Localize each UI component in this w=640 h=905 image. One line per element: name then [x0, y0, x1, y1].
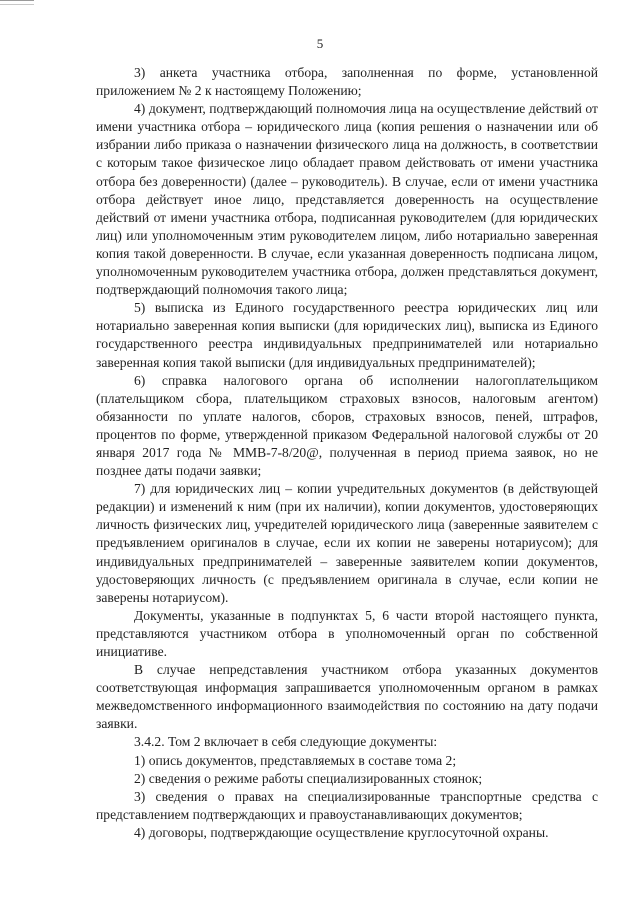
volume2-item-1: 1) опись документов, представляемых в составе тома 2;	[134, 752, 457, 768]
volume2-item-2: 2) сведения о режиме работы специализированных стоянок;	[134, 770, 483, 786]
volume2-item-4: 4) договоры, подтверждающие осуществление круглосуточной охраны.	[134, 824, 549, 840]
page-number: 5	[316, 36, 324, 51]
paragraph-item-7: 7) для юридических лиц – копии учредительных документов (в действующей редакции) и изменений к ним (при их наличии), копии документов, удостоверяющих личность физических лиц, учредителей юридического лица (заверенные заявителем с предъявлением оригиналов в случае, если их копии не заверены нотариусом); для индивидуальных предпринимателей – заверенные заявителем копии документов, удостоверяющих личность (с предъявлением оригинала в случае, если копии не заверены нотариусом).	[96, 481, 598, 605]
paragraph-item-4: 4) документ, подтверждающий полномочия лица на осуществление действий от имени участника отбора – юридического лица (копия решения о назначении или об избрании либо приказа о назначении физического лица на должность, в соответствии с которым такое физическое лицо обладает правом действовать от имени участника отбора без доверенности) (далее – руководитель). В случае, если от имени участника отбора действует иное лицо, представляется доверенность на осуществление действий от имени участника отбора, подписанная руководителем (для юридических лиц) или уполномоченным этим руководителем лицом, либо нотариально заверенная копия такой доверенности. В случае, если указанная доверенность подписана лицом, уполномоченным руководителем участника отбора, должен представляться документ, подтверждающий полномочия такого лица;	[96, 101, 598, 298]
section-heading-3-4-2: 3.4.2. Том 2 включает в себя следующие документы:	[134, 734, 438, 750]
paragraph-note-interagency: В случае непредставления участником отбора указанных документов соответствующая информация запрашивается уполномоченным органом в рамках межведомственного информационного взаимодействия по состоянию на дату подачи заявки.	[96, 662, 598, 732]
paragraph-note-own-initiative: Документы, указанные в подпунктах 5, 6 части второй настоящего пункта, представляются участником отбора в уполномоченный орган по собственной инициативе.	[96, 607, 598, 659]
paragraph-item-5: 5) выписка из Единого государственного реестра юридических лиц или нотариально заверенная копия выписки (для юридических лиц), выписка из Единого государственного реестра индивидуальных предпринимателей или нотариально заверенная копия такой выписки (для индивидуальных предпринимателей);	[96, 300, 598, 370]
paragraph-item-6: 6) справка налогового органа об исполнении налогоплательщиком (плательщиком сбора, плательщиком страховых взносов, налоговым агентом) обязанности по уплате налогов, сборов, страховых взносов, пеней, штрафов, процентов по форме, утвержденной приказом Федеральной налоговой службы от 20 января 2017 года № ММВ-7-8/20@, полученная в период приема заявок, но не позднее даты подачи заявки;	[96, 372, 598, 479]
paragraph-item-3: 3) анкета участника отбора, заполненная по форме, установленной приложением № 2 к настоящему Положению;	[96, 65, 598, 99]
document-body	[96, 64, 598, 842]
scan-corner-mark	[0, 0, 34, 5]
volume2-item-3: 3) сведения о правах на специализированные транспортные средства с представлением подтверждающих и правоустанавливающих документов;	[96, 788, 598, 822]
